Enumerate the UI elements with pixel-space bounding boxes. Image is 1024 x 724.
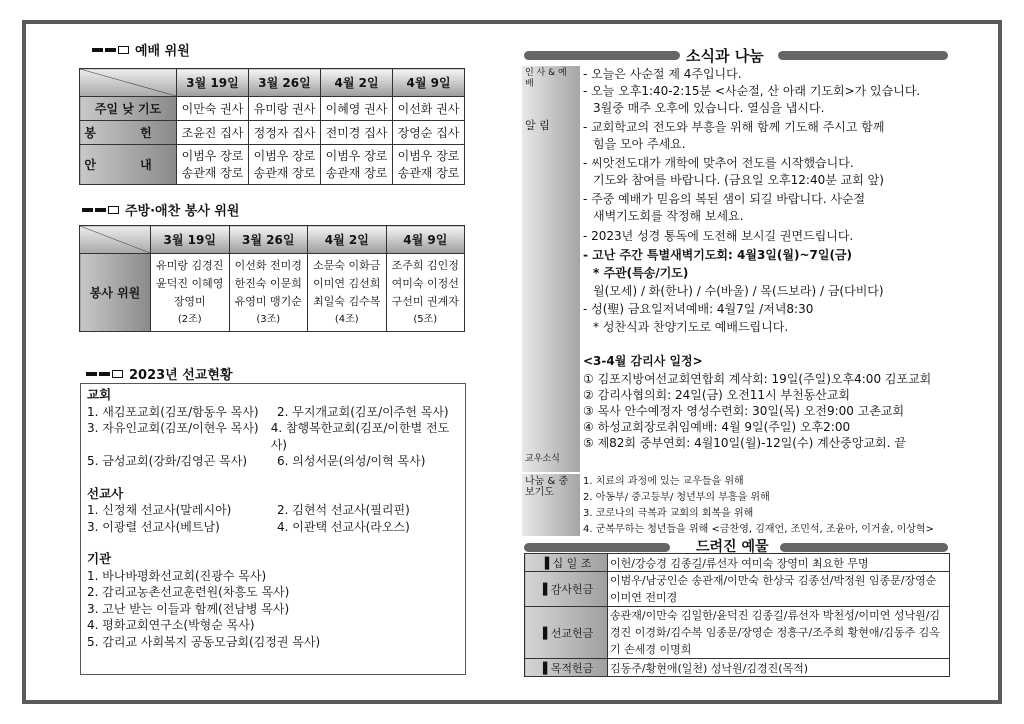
- offering-label: ▐ 감사헌금: [525, 572, 608, 607]
- table-cell: 장영순 집사: [393, 121, 465, 145]
- date-header: 3월 19일: [177, 69, 249, 97]
- news-line: - 2023년 성경 통독에 도전해 보시길 권면드립니다.: [583, 229, 854, 243]
- section-bullet-icon: [92, 46, 129, 54]
- news-line: 3월중 매주 오후에 있습니다. 열심을 냅시다.: [593, 101, 825, 115]
- news-line: * 성찬식과 찬양기도로 예배드립니다.: [593, 320, 789, 334]
- news-title: 소식과 나눔: [686, 47, 764, 65]
- prayer-item: 2. 아동부/ 중고등부/ 청년부의 부흥을 위해: [583, 492, 770, 503]
- table-cell: 이범우 장로 송관재 장로: [249, 145, 321, 185]
- group-label: (3조): [256, 313, 281, 325]
- group-label: (4조): [334, 313, 359, 325]
- news-line: - 주중 예배가 믿음의 복된 샘이 되길 바랍니다. 사순절: [583, 192, 866, 206]
- group-label: (5조): [413, 313, 438, 325]
- worship-table: [79, 68, 465, 185]
- news-line: - 고난 주간 특별새벽기도회: 4월3일(월)~7일(금): [583, 248, 853, 262]
- date-header: 3월 19일: [151, 226, 230, 254]
- table-cell: [151, 254, 230, 332]
- schedule-item: ② 감리사협의회: 24일(금) 오전11시 부천동산교회: [583, 388, 851, 402]
- missionary-item: 1. 신정채 선교사(말레시아): [87, 503, 232, 517]
- news-line: - 교회학교의 전도와 부흥을 위해 함께 기도해 주시고 함께: [583, 120, 885, 134]
- table-cell: 전미경 집사: [321, 121, 393, 145]
- worship-section-title: [92, 40, 190, 59]
- table-corner: [80, 69, 177, 97]
- missionary-item: 4. 이관택 선교사(라오스): [277, 519, 410, 534]
- table-cell: [229, 254, 308, 332]
- prayer-item: 3. 코로나의 극복과 교회의 회복을 위해: [583, 508, 754, 519]
- table-cell: [386, 254, 465, 332]
- group-label: (2조): [177, 313, 202, 325]
- schedule-heading: <3-4월 감리사 일정>: [583, 354, 703, 368]
- mission-title: 2023년 선교현황: [129, 368, 233, 383]
- org-item: 4. 평화교회연구소(박형순 목사): [87, 618, 255, 632]
- prayer-item: 1. 치료의 과정에 있는 교우들을 위해: [583, 476, 744, 487]
- side-label-teacher: [522, 452, 580, 472]
- table-corner: [80, 226, 151, 254]
- row-label: 안 내: [80, 145, 177, 185]
- mission-box: [80, 383, 466, 675]
- row-label: 주일 낮 기도: [80, 97, 177, 121]
- church-item: 5. 금성교회(강화/김영곤 목사): [87, 454, 247, 468]
- section-bullet-icon: [86, 370, 123, 378]
- table-cell: 이범우 장로 송관재 장로: [393, 145, 465, 185]
- table-cell: [308, 254, 387, 332]
- offering-label: ▐ 목적헌금: [525, 659, 608, 677]
- schedule-item: ③ 목사 안수예정자 영성수련회: 30일(목) 오전9:00 고촌교회: [583, 404, 905, 418]
- date-header: 4월 9일: [386, 226, 465, 254]
- kitchen-section-title: [82, 200, 239, 219]
- missionary-heading: 선교사: [87, 485, 124, 501]
- title-bar-decoration: [524, 543, 670, 552]
- title-bar-decoration: [524, 51, 680, 60]
- church-item: 4. 참행복한교회(김포/이한별 전도사): [270, 421, 450, 452]
- news-line: - 오늘 오후1:40-2:15분 <사순절, 산 아래 기도회>가 있습니다.: [583, 84, 921, 98]
- table-cell: 이범우 장로 송관재 장로: [321, 145, 393, 185]
- church-item: 2. 무지개교회(김포/이주헌 목사): [277, 404, 449, 419]
- date-header: 3월 26일: [249, 69, 321, 97]
- mission-section-title: [86, 364, 233, 383]
- schedule-item: ① 김포지방여선교회연합회 계삭회: 19일(주일)오후4:00 김포교회: [583, 372, 932, 386]
- volunteer-names: 소문숙 이화금 이미연 김선희 최일숙 김수복: [313, 258, 381, 308]
- title-bar-decoration: [780, 543, 948, 552]
- news-line: 월(모세) / 화(한나) / 수(바울) / 목(드보라) / 금(다비다): [593, 284, 884, 298]
- side-label-notice: [522, 118, 580, 452]
- news-line: - 성(聖) 금요일저녁예배: 4월7일 /저녁8:30: [583, 302, 814, 316]
- date-header: 4월 2일: [308, 226, 387, 254]
- date-header: 4월 2일: [321, 69, 393, 97]
- table-cell: 이만숙 권사: [177, 97, 249, 121]
- church-item: 6. 의성서문(의성/이혁 목사): [277, 454, 426, 468]
- row-label: 봉사 위원: [80, 254, 151, 332]
- table-cell: 조윤진 집사: [177, 121, 249, 145]
- table-cell: 이선화 권사: [393, 97, 465, 121]
- section-bullet-icon: [82, 206, 119, 214]
- church-heading: 교회: [87, 387, 112, 402]
- side-label-pray: [522, 474, 580, 536]
- offering-table: [524, 553, 950, 677]
- volunteer-names: 조주희 김인정 여미숙 이정선 구선미 권계자: [391, 258, 459, 308]
- date-header: 4월 9일: [393, 69, 465, 97]
- schedule-item: ④ 하성교회장로취임예배: 4월 9일(주일) 오후2:00: [583, 420, 851, 434]
- news-line: - 씨앗전도대가 개학에 맞추어 전도를 시작했습니다.: [583, 156, 854, 170]
- missionary-item: 2. 김현석 선교사(필리핀): [277, 503, 410, 517]
- schedule-item: ⑤ 제82회 중부연회: 4월10일(월)-12일(수) 계산중앙교회. 끝: [583, 436, 906, 450]
- title-bar-decoration: [778, 51, 948, 60]
- date-header: 3월 26일: [229, 226, 308, 254]
- offering-label: ▐ 선교헌금: [525, 607, 608, 659]
- table-cell: 정정자 집사: [249, 121, 321, 145]
- org-item: 2. 감리교농촌선교훈련원(차흥도 목사): [87, 585, 290, 599]
- prayer-item: 4. 군복무하는 청년들을 위해 <금찬영, 김재언, 조민석, 조윤아, 이거솔, 이상혁>: [583, 524, 934, 535]
- kitchen-table: [79, 225, 465, 332]
- kitchen-title: 주방·애찬 봉사 위원: [125, 204, 240, 219]
- volunteer-names: 유미랑 김경진 윤덕진 이혜영 장영미: [156, 258, 224, 308]
- church-item: 1. 새김포교회(김포/함동우 목사): [87, 404, 259, 419]
- side-label-text: 알 림: [525, 119, 550, 132]
- row-label: 봉 헌: [80, 121, 177, 145]
- church-item: 3. 자유인교회(김포/이현우 목사): [87, 421, 259, 435]
- table-cell: 이혜영 권사: [321, 97, 393, 121]
- org-item: 1. 바나바평화선교회(진광수 목사): [87, 568, 267, 583]
- side-label-worship: [522, 66, 580, 118]
- table-cell: 이범우 장로 송관재 장로: [177, 145, 249, 185]
- org-heading: 기관: [87, 551, 112, 566]
- worship-title: 예배 위원: [135, 44, 190, 59]
- org-item: 5. 감리교 사회복지 공동모금회(김정권 목사): [87, 634, 321, 649]
- offering-names: 이범우/남궁인순 송관재/이만숙 한상국 김종선/박정원 임종문/장영순 이미연 전미경: [608, 572, 950, 607]
- news-line: 힘을 모아 주세요.: [593, 137, 686, 151]
- news-line: 기도와 참여를 바랍니다. (금요일 오후12:40분 교회 앞): [593, 173, 884, 187]
- offering-names: 송관재/이만숙 김일한/윤덕진 김종길/류선자 박천성/이미연 성낙원/김경진 이경화/김수복 임종문/장영순 정흥구/조주희 황현애/김동주 김옥기 손세경 이명희: [608, 607, 950, 659]
- offering-names: 이헌/강승경 김종길/류선자 여미숙 장영미 최요한 무명: [608, 554, 950, 572]
- side-label-text: 나눔 & 중보기도: [525, 476, 569, 498]
- news-line: 새벽기도회를 작정해 보세요.: [593, 209, 744, 223]
- news-line: - 오늘은 사순절 제 4주입니다.: [583, 67, 742, 81]
- side-label-text: 인 사 & 예 배: [525, 68, 567, 89]
- table-cell: 유미랑 권사: [249, 97, 321, 121]
- volunteer-names: 이선화 전미경 한진숙 이문희 유영미 맹기순: [234, 258, 302, 308]
- org-item: 3. 고난 받는 이들과 함께(전남병 목사): [87, 601, 290, 616]
- side-label-text: 교우소식: [525, 454, 560, 464]
- offering-names: 김동주/황현애(일천) 성낙원/김경진(목적): [608, 659, 950, 677]
- offering-label: ▐ 십 일 조: [525, 554, 608, 572]
- offering-title: 드려진 예물: [696, 539, 769, 555]
- news-line: * 주관(특송/기도): [593, 266, 689, 280]
- missionary-item: 3. 이광렬 선교사(베트남): [87, 519, 220, 534]
